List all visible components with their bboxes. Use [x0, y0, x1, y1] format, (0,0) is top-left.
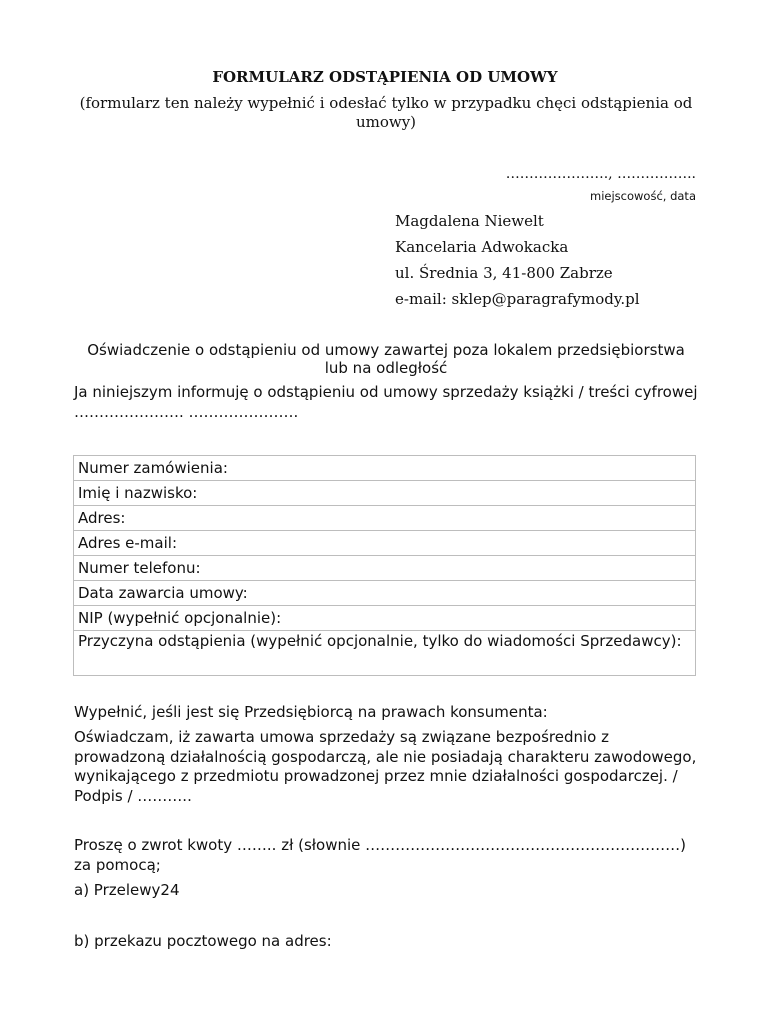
table-row — [74, 556, 696, 581]
field-order-number: Numer zamówienia: — [74, 456, 696, 481]
table-row — [74, 531, 696, 556]
field-full-name: Imię i nazwisko: — [74, 481, 696, 506]
entrepreneur-declaration: Oświadczam, iż zawarta umowa sprzedaży są związane bezpośrednio z prowadzoną działalnością gospodarczą, ale nie posiadają charakteru zawodowego, wynikającego z przedmiotu prowadzonej przez mnie działalności gospodarczej. / Podpis / ……….. — [74, 728, 697, 805]
recipient-company: Kancelaria Adwokacka — [395, 238, 569, 256]
table-row — [74, 481, 696, 506]
recipient-name: Magdalena Niewelt — [395, 212, 544, 230]
page-title: FORMULARZ ODSTĄPIENIA OD UMOWY — [212, 68, 558, 86]
info-table — [73, 455, 696, 676]
statement-title: Oświadczenie o odstąpieniu od umowy zawartej poza lokalem przedsiębiorstwa lub na odległość — [87, 341, 685, 377]
place-date-label: miejscowość, data — [590, 189, 696, 203]
refund-option-b: b) przekazu pocztowego na adres: — [74, 932, 332, 950]
page-subtitle: (formularz ten należy wypełnić i odesłać tylko w przypadku chęci odstąpienia od umowy) — [79, 94, 693, 131]
entrepreneur-heading: Wypełnić, jeśli jest się Przedsiębiorcą na prawach konsumenta: — [74, 703, 548, 721]
field-withdrawal-reason: Przyczyna odstąpienia (wypełnić opcjonalnie, tylko do wiadomości Sprzedawcy): — [74, 631, 696, 676]
refund-option-a: a) Przelewy24 — [74, 881, 180, 899]
recipient-block — [395, 211, 640, 315]
field-contract-date: Data zawarcia umowy: — [74, 581, 696, 606]
recipient-address: ul. Średnia 3, 41-800 Zabrze — [395, 264, 613, 282]
field-nip: NIP (wypełnić opcjonalnie): — [74, 606, 696, 631]
field-phone: Numer telefonu: — [74, 556, 696, 581]
table-row — [74, 506, 696, 531]
table-row — [74, 606, 696, 631]
field-email: Adres e-mail: — [74, 531, 696, 556]
table-row — [74, 631, 696, 676]
statement-text: Ja niniejszym informuję o odstąpieniu od umowy sprzedaży książki / treści cyfrowej …………………. …………………. — [74, 383, 698, 421]
place-date-field: …………………., …………….. — [505, 166, 696, 182]
refund-request: Proszę o zwrot kwoty …….. zł (słownie ………………………………………………………) za pomocą; — [74, 836, 686, 874]
field-address: Adres: — [74, 506, 696, 531]
table-row — [74, 456, 696, 481]
table-row — [74, 581, 696, 606]
recipient-email: e-mail: sklep@paragrafymody.pl — [395, 290, 640, 308]
